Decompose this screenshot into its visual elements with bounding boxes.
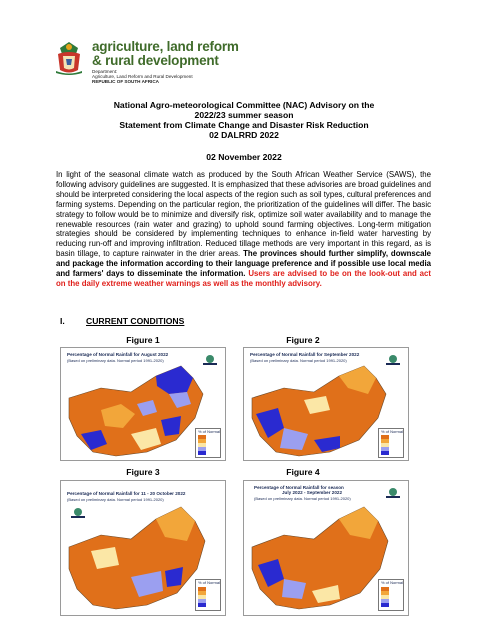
figure-3-label: Figure 3 [126, 467, 160, 477]
department-name-line-2: & rural development [92, 53, 219, 68]
republic-label: REPUBLIC OF SOUTH AFRICA [92, 79, 159, 84]
figure-2-title: Percentage of Normal Rainfall for September 2022 [250, 352, 360, 357]
title-line-1: National Agro-meteorological Committee (NAC) Advisory on the [113, 100, 375, 110]
figure-1-subtitle: (Based on preliminary data. Normal period 1991-2020) [67, 358, 164, 363]
coat-of-arms-logo [52, 40, 86, 76]
figure-2-subtitle: (Based on preliminary data. Normal period 1991-2020) [250, 358, 347, 363]
figure-1-title: Percentage of Normal Rainfall for August 2022 [67, 352, 169, 357]
advisory-bold-text: The provinces should further simplify, downscale and package the information according to their language preference and if possible use local media and farmers' days to disseminate the information. [56, 249, 432, 279]
title-line-3: Statement from Climate Change and Disaster Risk Reduction [119, 120, 369, 130]
figure-3-title: Percentage of Normal Rainfall for 11 - 20 October 2022 [67, 491, 186, 496]
document-date: 02 November 2022 [206, 152, 282, 162]
legend-title: % of Normal [381, 429, 404, 434]
figure-1-map [60, 347, 226, 461]
figure-2-label: Figure 2 [286, 335, 320, 345]
figure-2-legend [378, 428, 404, 458]
legend-title: % of Normal [198, 580, 221, 585]
legend-title: % of Normal [381, 580, 404, 585]
advisory-warning-text: Users are advised to be on the look-out and act on the daily extreme weather warnings as well as the monthly advisory. [56, 269, 432, 288]
figure-1-label: Figure 1 [126, 335, 160, 345]
figure-4-map [243, 480, 409, 616]
saws-logo [201, 354, 219, 366]
title-line-4: 02 DALRRD 2022 [209, 130, 279, 140]
saws-logo [384, 487, 402, 499]
title-line-2: 2022/23 summer season [194, 110, 294, 120]
department-full-name: Agriculture, Land Reform and Rural Development [92, 74, 193, 79]
advisory-paragraph [56, 170, 431, 289]
figure-3-subtitle: (Based on preliminary data. Normal period 1991-2020) [67, 497, 164, 502]
figure-3-legend [195, 579, 221, 611]
saws-logo [69, 507, 87, 519]
advisory-text: In light of the seasonal climate watch as produced by the South African Weather Service (SAWS), the following advisory guidelines are suggested. It is emphasized that these advisories are broad guidelines and should be interpreted considering the local aspects of the region such as soil types, cultural preferences and farming systems. Depending on the particular region, the prioritization of the guidelines will differ. The basic strategy to follow would be to minimize and diversify risk, optimize soil water availability and to manage the renewable resources (rain water and grazing) to uphold sound farming objectives. Long-term mitigation strategies should be considered by implementing techniques to enhance in-field water harvesting by reducing run-off and improving infiltration. Reduced tillage methods are very important in this regard, as is basin tillage, to capture rainwater in the drier areas. [56, 170, 431, 259]
section-number: I. [60, 316, 65, 326]
figure-1-legend [195, 428, 221, 458]
figure-4-title: Percentage of Normal Rainfall for season [254, 485, 344, 490]
section-title: CURRENT CONDITIONS [86, 316, 185, 326]
figure-4-legend [378, 579, 404, 611]
figure-4-label: Figure 4 [286, 467, 320, 477]
figure-4-subtitle: (Based on preliminary data. Normal period 1991-2020) [254, 496, 351, 501]
figure-2-map [243, 347, 409, 461]
department-name-line-1: agriculture, land reform [92, 39, 239, 54]
figure-3-map [60, 480, 226, 616]
department-label: Department: [92, 69, 118, 74]
figure-4-title-period: July 2022 - September 2022 [282, 490, 343, 495]
saws-logo [384, 354, 402, 366]
legend-title: % of Normal [198, 429, 221, 434]
